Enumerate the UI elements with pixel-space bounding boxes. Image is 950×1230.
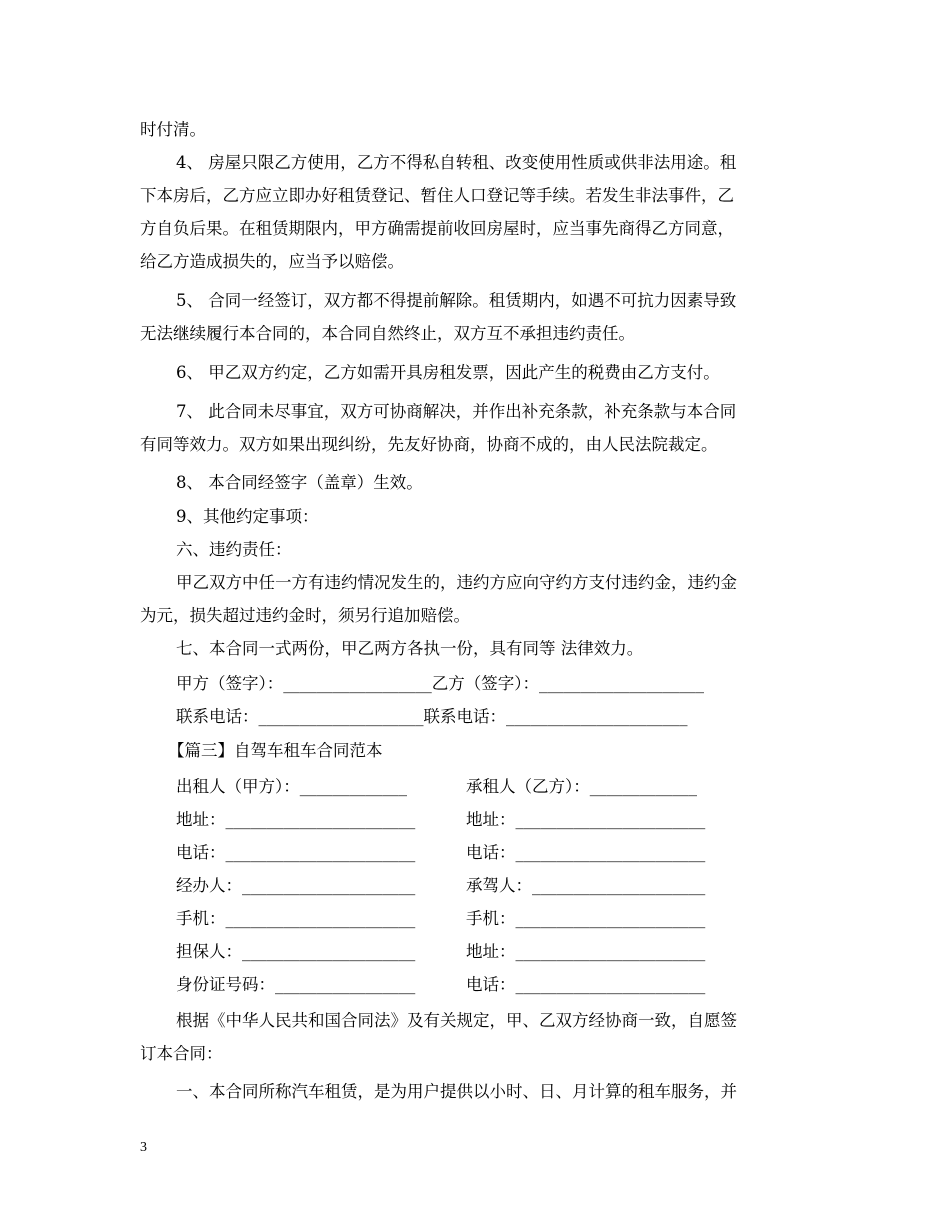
form-field-right: 承驾人：_____________________ bbox=[466, 876, 706, 895]
form-field-left: 手机：_______________________ bbox=[176, 909, 416, 928]
form-field-right: 手机：_______________________ bbox=[466, 909, 706, 928]
paragraph-line: 订本合同： bbox=[140, 1044, 223, 1063]
form-field-right: 电话：_______________________ bbox=[466, 975, 706, 994]
form-field-right: 地址：_______________________ bbox=[466, 942, 706, 961]
paragraph-line: 方自负后果。在租赁期限内，甲方确需提前收回房屋时，应当事先商得乙方同意， bbox=[140, 219, 734, 238]
form-field-left: 出租人（甲方）：_____________ bbox=[176, 777, 407, 796]
paragraph-line: 为元，损失超过违约金时，须另行追加赔偿。 bbox=[140, 606, 470, 625]
paragraph-line: 6、 甲乙双方约定，乙方如需开具房租发票，因此产生的税费由乙方支付。 bbox=[176, 363, 720, 382]
paragraph-line: 8、 本合同经签字（盖章）生效。 bbox=[176, 473, 423, 492]
form-row bbox=[176, 776, 697, 798]
paragraph-line: 无法继续履行本合同的，本合同自然终止，双方互不承担违约责任。 bbox=[140, 324, 635, 343]
paragraph-line: 七、本合同一式两份，甲乙两方各执一份，具有同等 法律效力。 bbox=[176, 639, 644, 658]
section-title: 【篇三】自驾车租车合同范本 bbox=[168, 741, 383, 760]
form-row bbox=[176, 809, 705, 831]
form-field-left: 身份证号码：_________________ bbox=[176, 975, 416, 994]
form-row bbox=[176, 875, 705, 897]
form-field-left: 地址：_______________________ bbox=[176, 810, 416, 829]
paragraph-line: 4、 房屋只限乙方使用，乙方不得私自转租、改变使用性质或供非法用途。租 bbox=[176, 153, 737, 172]
paragraph-line: 下本房后，乙方应立即办好租赁登记、暂住人口登记等手续。若发生非法事件，乙 bbox=[140, 186, 734, 205]
form-field-left: 担保人：_____________________ bbox=[176, 942, 416, 961]
form-field-left: 经办人：_____________________ bbox=[176, 876, 416, 895]
form-field-right: 承租人（乙方）：_____________ bbox=[466, 777, 697, 796]
paragraph-line: 一、本合同所称汽车租赁，是为用户提供以小时、日、月计算的租车服务，并 bbox=[176, 1082, 737, 1101]
form-row bbox=[176, 974, 705, 996]
signature-line: 甲方（签字）：__________________乙方（签字）：____________________ bbox=[176, 674, 704, 693]
phone-line: 联系电话：____________________联系电话：______________________ bbox=[176, 707, 688, 726]
page-number: 3 bbox=[140, 1140, 147, 1155]
paragraph-line: 7、 此合同未尽事宜，双方可协商解决，并作出补充条款，补充条款与本合同 bbox=[176, 402, 737, 421]
form-field-left: 电话：_______________________ bbox=[176, 843, 416, 862]
paragraph-line: 时付清。 bbox=[140, 120, 206, 139]
form-field-right: 电话：_______________________ bbox=[466, 843, 706, 862]
section-heading: 六、违约责任： bbox=[176, 540, 292, 559]
form-row bbox=[176, 908, 705, 930]
form-field-right: 地址：_______________________ bbox=[466, 810, 706, 829]
form-row bbox=[176, 842, 705, 864]
form-row bbox=[176, 941, 705, 963]
paragraph-line: 甲乙双方中任一方有违约情况发生的，违约方应向守约方支付违约金，违约金 bbox=[176, 573, 737, 592]
paragraph-line: 根据《中华人民共和国合同法》及有关规定，甲、乙双方经协商一致，自愿签 bbox=[176, 1011, 737, 1030]
paragraph-line: 给乙方造成损失的，应当予以赔偿。 bbox=[140, 252, 404, 271]
paragraph-line: 9、其他约定事项： bbox=[176, 507, 319, 526]
paragraph-line: 有同等效力。双方如果出现纠纷，先友好协商，协商不成的，由人民法院裁定。 bbox=[140, 435, 718, 454]
paragraph-line: 5、 合同一经签订，双方都不得提前解除。租赁期内，如遇不可抗力因素导致 bbox=[176, 291, 737, 310]
